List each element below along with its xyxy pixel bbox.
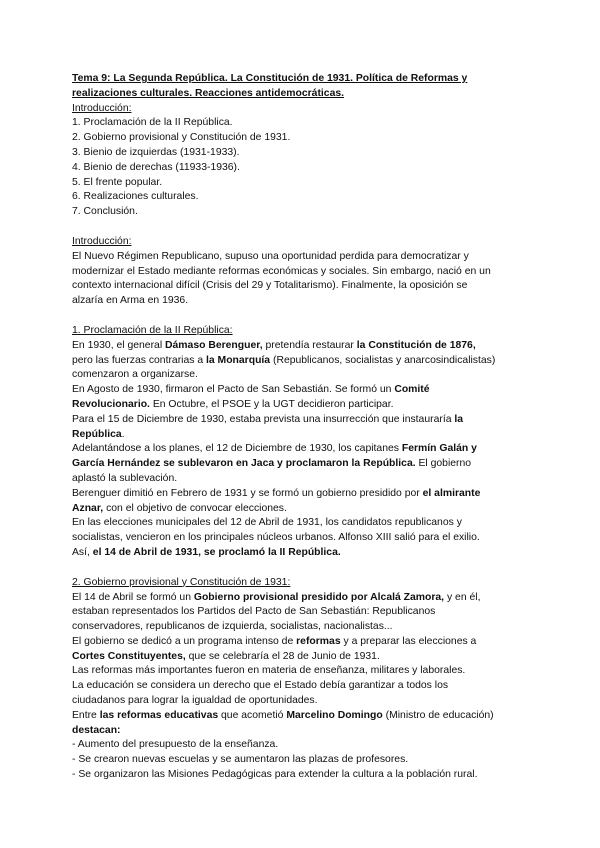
index-item: 3. Bienio de izquierdas (1931-1933). [72, 146, 240, 158]
paragraph-line: Cortes Constituyentes, que se celebraría el 28 de Junio de 1931. [72, 650, 380, 662]
bullet-item: - Se crearon nuevas escuelas y se aumentaron las plazas de profesores. [72, 754, 409, 766]
index-item: 1. Proclamación de la II República. [72, 117, 233, 129]
paragraph-line: conservadores, republicanos de izquierda, socialistas, nacionalistas... [72, 621, 393, 633]
paragraph-line: En 1930, el general Dámaso Berenguer, pretendía restaurar la Constitución de 1876, [72, 339, 476, 351]
section-2-heading: 2. Gobierno provisional y Constitución de 1931: [72, 576, 291, 588]
paragraph-line: modernizar el Estado mediante reformas económicas y sociales. Sin embargo, nació en un [72, 265, 491, 277]
paragraph-line: comenzaron a organizarse. [72, 369, 198, 381]
paragraph-line: El Nuevo Régimen Republicano, supuso una oportunidad perdida para democratizar y [72, 250, 469, 262]
paragraph-line: El gobierno se dedicó a un programa intenso de reformas y a preparar las elecciones a [72, 635, 477, 647]
document-title-line-1: Tema 9: La Segunda República. La Constitución de 1931. Política de Reformas y [72, 73, 468, 84]
section-1-heading: 1. Proclamación de la II República: [72, 324, 233, 336]
paragraph-line: Las reformas más importantes fueron en materia de enseñanza, militares y laborales. [72, 665, 466, 677]
index-item: 6. Realizaciones culturales. [72, 191, 199, 203]
paragraph-line: socialistas, vencieron en los principales núcleos urbanos. Alfonso XIII salió para el exilio. [72, 532, 480, 544]
paragraph-line: pero las fuerzas contrarias a la Monarquía (Republicanos, socialistas y anarcosindicalistas) [72, 354, 496, 366]
paragraph-line: Así, el 14 de Abril de 1931, se proclamó la II República. [72, 546, 341, 558]
paragraph-line: En las elecciones municipales del 12 de Abril de 1931, los candidatos republicanos y [72, 517, 462, 529]
paragraph-line: Berenguer dimitió en Febrero de 1931 y se formó un gobierno presidido por el almirante [72, 487, 481, 499]
index-heading: Introducción: [72, 102, 132, 114]
index-item: 2. Gobierno provisional y Constitución de 1931. [72, 132, 291, 144]
bullet-item: - Aumento del presupuesto de la enseñanza. [72, 739, 279, 751]
paragraph-line: En Agosto de 1930, firmaron el Pacto de San Sebastián. Se formó un Comité [72, 384, 430, 396]
paragraph-line: contexto internacional difícil (Crisis del 29 y Totalitarismo). Finalmente, la oposición se [72, 280, 468, 292]
paragraph-line: El 14 de Abril se formó un Gobierno provisional presidido por Alcalá Zamora, y en él, [72, 591, 481, 603]
index-item: 4. Bienio de derechas (11933-1936). [72, 161, 240, 173]
index-item: 7. Conclusión. [72, 206, 138, 218]
paragraph-line: estaban representados los Partidos del Pacto de San Sebastián: Republicanos [72, 606, 436, 618]
document-title-line-2: realizaciones culturales. Reacciones antidemocráticas. [72, 87, 345, 99]
paragraph-line: Adelantándose a los planes, el 12 de Diciembre de 1930, los capitanes Fermín Galán y [72, 443, 477, 455]
paragraph-line: Aznar, con el objetivo de convocar elecciones. [72, 502, 287, 514]
bullet-item: - Se organizaron las Misiones Pedagógicas para extender la cultura a la población rural. [72, 769, 478, 781]
paragraph-line: alzaría en Arma en 1936. [72, 295, 189, 307]
paragraph-line: Para el 15 de Diciembre de 1930, estaba prevista una insurrección que instauraría la [72, 413, 464, 425]
paragraph-line: Revolucionario. En Octubre, el PSOE y la UGT decidieron participar. [72, 398, 394, 410]
paragraph-line: La educación se considera un derecho que el Estado debía garantizar a todos los [72, 680, 449, 692]
document-page [72, 72, 540, 783]
paragraph-line: República. [72, 428, 125, 440]
paragraph-line: Entre las reformas educativas que acometió Marcelino Domingo (Ministro de educación) [72, 709, 494, 721]
intro-heading: Introducción: [72, 235, 132, 247]
index-item: 5. El frente popular. [72, 176, 163, 188]
paragraph-line: García Hernández se sublevaron en Jaca y proclamaron la República. El gobierno [72, 458, 472, 470]
paragraph-line: ciudadanos para lograr la igualdad de oportunidades. [72, 695, 318, 707]
paragraph-line: aplastó la sublevación. [72, 472, 178, 484]
paragraph-line: destacan: [72, 724, 121, 736]
